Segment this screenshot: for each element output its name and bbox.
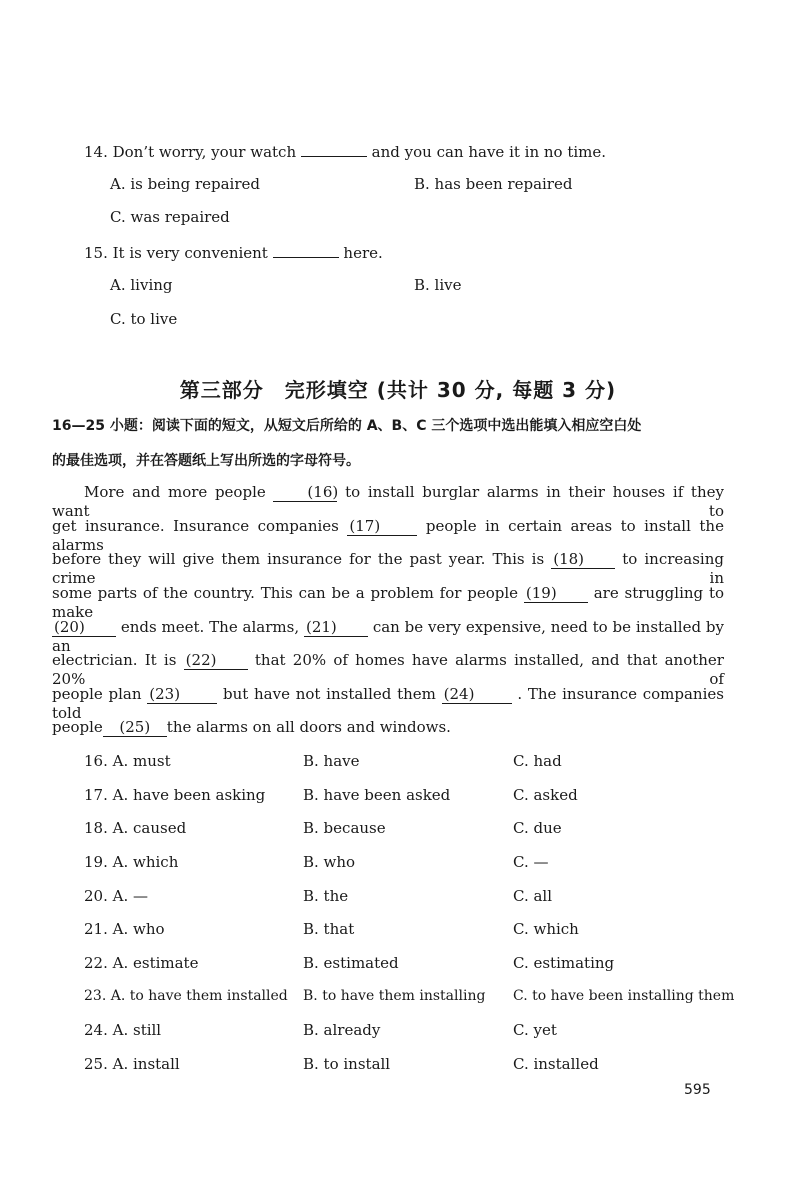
blank-20: (20) xyxy=(52,618,116,637)
passage-line-5 xyxy=(52,618,724,655)
option-c: C. installed xyxy=(513,1055,599,1073)
question-15-text-before: 15. It is very convenient xyxy=(84,244,268,262)
blank-24: (24) xyxy=(442,685,512,704)
option-b: B. because xyxy=(303,819,386,837)
option-row-19 xyxy=(84,853,724,873)
option-row-16 xyxy=(84,752,724,772)
question-14-stem xyxy=(84,141,606,161)
blank-17: (17) xyxy=(347,517,417,536)
option-a: 24. A. still xyxy=(84,1021,162,1039)
blank-22: (22) xyxy=(184,651,248,670)
option-c: C. asked xyxy=(513,786,578,804)
passage-text: are struggling to make xyxy=(52,584,725,621)
option-a: 17. A. have been asking xyxy=(84,786,266,804)
option-b: B. the xyxy=(303,887,349,905)
question-14-text-after: and you can have it in no time. xyxy=(371,143,607,161)
option-b: B. that xyxy=(303,920,355,938)
q15-option-c: C. to live xyxy=(110,310,178,328)
option-a: 16. A. must xyxy=(84,752,171,770)
passage-text: people in certain areas to install the alarms xyxy=(52,517,724,554)
option-c: C. yet xyxy=(513,1021,557,1039)
passage-text: before they will give them insurance for the past year. This is xyxy=(52,550,545,568)
option-c: C. to have been installing them xyxy=(513,988,735,1004)
passage-text: to increasing crime in xyxy=(52,550,724,587)
option-c: C. estimating xyxy=(513,954,615,972)
option-a: 18. A. caused xyxy=(84,819,187,837)
option-c: C. which xyxy=(513,920,579,938)
option-a: 21. A. who xyxy=(84,920,165,938)
section-instruction-line-1: 16—25 小题：阅读下面的短文，从短文后所给的 A、B、C 三个选项中选出能填入相应空白处 xyxy=(52,418,642,434)
passage-text: but have not installed them xyxy=(223,685,436,703)
q14-option-c: C. was repaired xyxy=(110,208,230,226)
passage-text: some parts of the country. This can be a problem for people xyxy=(52,584,519,602)
blank-23: (23) xyxy=(147,685,217,704)
option-a: 22. A. estimate xyxy=(84,954,199,972)
passage-line-3 xyxy=(52,550,724,587)
option-row-22 xyxy=(84,954,724,974)
option-b: B. already xyxy=(303,1021,381,1039)
blank-21: (21) xyxy=(304,618,368,637)
passage-line-4 xyxy=(52,584,724,621)
passage-text: . The insurance companies told xyxy=(52,685,724,722)
option-row-24 xyxy=(84,1021,724,1041)
option-b: B. to have them installing xyxy=(303,988,486,1004)
passage-text: get insurance. Insurance companies xyxy=(52,517,339,535)
q15-option-b: B. live xyxy=(414,276,462,294)
option-b: B. have been asked xyxy=(303,786,451,804)
option-row-17 xyxy=(84,786,724,806)
passage-text: More and more people xyxy=(84,483,266,501)
passage-text: electrician. It is xyxy=(52,651,177,669)
question-15-stem xyxy=(84,242,383,262)
option-row-21 xyxy=(84,920,724,940)
passage-line-8 xyxy=(52,718,724,737)
page-number: 595 xyxy=(684,1082,711,1098)
question-14-text-before: 14. Don’t worry, your watch xyxy=(84,143,297,161)
passage-text: can be very expensive, need to be installed by an xyxy=(52,618,724,655)
passage-line-6 xyxy=(52,651,724,688)
option-c: C. due xyxy=(513,819,562,837)
passage-text: that 20% of homes have alarms installed, and that another 20% of xyxy=(52,651,724,688)
blank-16: (16) xyxy=(273,483,337,502)
option-b: B. estimated xyxy=(303,954,399,972)
option-b: B. have xyxy=(303,752,360,770)
question-15-text-after: here. xyxy=(343,244,383,262)
option-row-20 xyxy=(84,887,724,907)
passage-text: people plan xyxy=(52,685,142,703)
option-row-23 xyxy=(84,988,735,1008)
answer-blank-14 xyxy=(301,141,367,157)
passage-line-7 xyxy=(52,685,724,722)
section-instruction-line-2: 的最佳选项，并在答题纸上写出所选的字母符号。 xyxy=(52,453,360,469)
q14-option-b: B. has been repaired xyxy=(414,175,573,193)
option-a: 20. A. — xyxy=(84,887,148,905)
q14-option-a: A. is being repaired xyxy=(110,175,260,193)
passage-line-1 xyxy=(52,483,724,520)
option-a: 25. A. install xyxy=(84,1055,180,1073)
passage-line-2 xyxy=(52,517,724,554)
option-row-18 xyxy=(84,819,724,839)
option-a: 23. A. to have them installed xyxy=(84,988,288,1004)
section-title: 第三部分 完形填空 (共计 30 分, 每题 3 分) xyxy=(179,378,617,402)
passage-text: people xyxy=(52,718,103,736)
q15-option-a: A. living xyxy=(110,276,173,294)
option-a: 19. A. which xyxy=(84,853,179,871)
option-c: C. — xyxy=(513,853,549,871)
blank-25: (25) xyxy=(103,718,167,737)
option-row-25 xyxy=(84,1055,724,1075)
option-b: B. to install xyxy=(303,1055,391,1073)
answer-blank-15 xyxy=(273,242,339,258)
option-b: B. who xyxy=(303,853,356,871)
blank-18: (18) xyxy=(551,550,615,569)
option-c: C. all xyxy=(513,887,553,905)
passage-text: the alarms on all doors and windows. xyxy=(166,718,451,736)
passage-text: ends meet. The alarms, xyxy=(120,618,300,636)
blank-19: (19) xyxy=(524,584,588,603)
option-c: C. had xyxy=(513,752,562,770)
passage-text: to install burglar alarms in their houses if they want to xyxy=(52,483,724,520)
